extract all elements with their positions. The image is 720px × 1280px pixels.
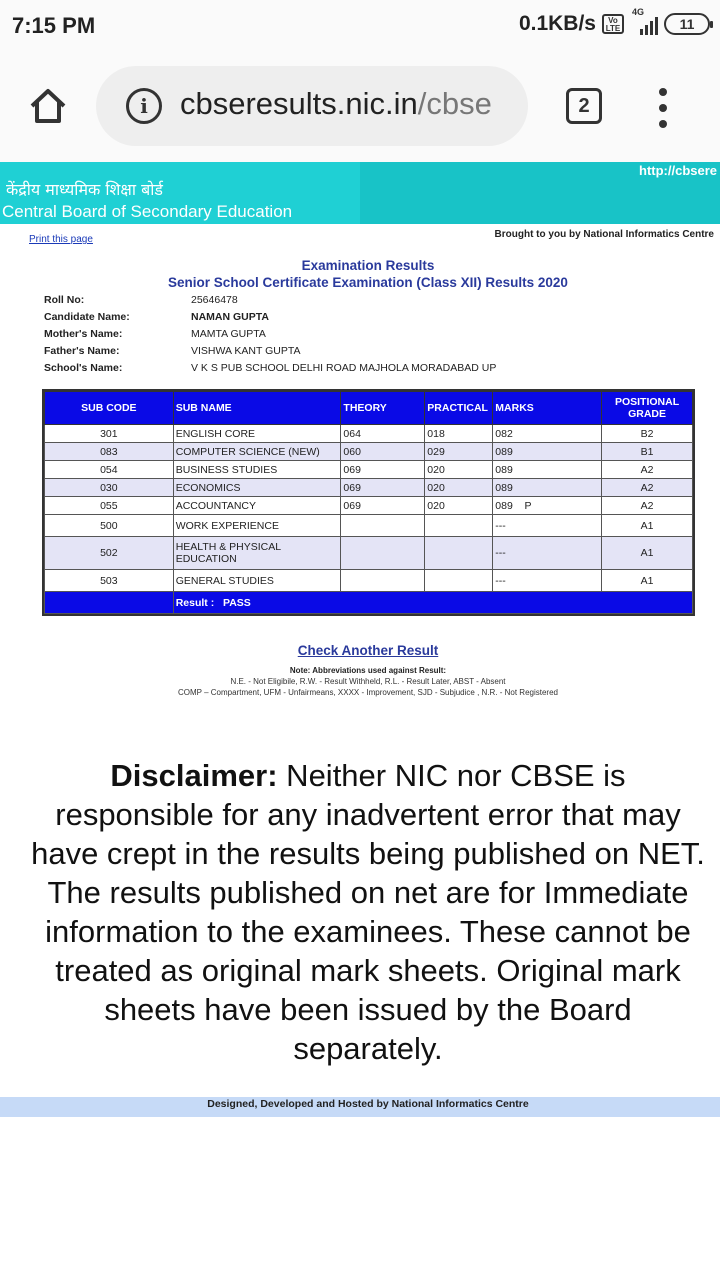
sub-name: HEALTH & PHYSICAL EDUCATION [173,537,341,570]
volte-icon: Vo LTE [602,14,624,34]
sub-name: WORK EXPERIENCE [173,515,341,537]
grade: A2 [602,461,693,479]
grade: A1 [602,570,693,592]
board-name-hindi: केंद्रीय माध्यमिक शिक्षा बोर्ड [6,180,163,199]
battery-icon: 11 [664,13,710,35]
info-label: Roll No: [44,294,85,306]
sub-code: 030 [45,479,174,497]
sub-code: 055 [45,497,174,515]
sub-name: ECONOMICS [173,479,341,497]
sub-name: COMPUTER SCIENCE (NEW) [173,443,341,461]
sub-code: 054 [45,461,174,479]
practical: 029 [425,443,493,461]
father-name: VISHWA KANT GUPTA [191,345,301,357]
table-row [45,443,693,461]
practical: 020 [425,497,493,515]
grade: A2 [602,497,693,515]
result-row [45,592,693,614]
marks: 089 P [493,497,602,515]
url-path: /cbse [417,86,492,121]
grade: A1 [602,537,693,570]
theory: 064 [341,425,425,443]
marks: --- [493,570,602,592]
header-marks: MARKS [493,392,602,425]
note-line-2: COMP – Compartment, UFM - Unfairmeans, XXXX - Improvement, SJD - Subjudice , N.R. - Not Registered [178,688,558,697]
result-label: Result : [175,596,215,609]
theory: 060 [341,443,425,461]
sub-code: 502 [45,537,174,570]
grade: B2 [602,425,693,443]
note-title: Note: Abbreviations used against Result: [289,666,447,675]
sub-name: BUSINESS STUDIES [173,461,341,479]
result-cell [173,592,692,614]
menu-icon[interactable] [656,88,670,128]
practical: 020 [425,479,493,497]
theory: 069 [341,461,425,479]
status-indicators [518,7,710,36]
url-host: cbseresults.nic.in [180,86,418,121]
table-row [45,461,693,479]
marks: 082 [493,425,602,443]
practical: 018 [425,425,493,443]
theory [341,570,425,592]
theory: 069 [341,479,425,497]
header-practical: PRACTICAL [425,392,493,425]
practical: 020 [425,461,493,479]
theory [341,515,425,537]
sub-code: 301 [45,425,174,443]
table-row [45,515,693,537]
signal-icon [630,7,658,35]
exam-subtitle: Senior School Certificate Examination (Class XII) Results 2020 [168,275,568,290]
marks: 089 [493,443,602,461]
header-sub-code: SUB CODE [45,392,174,425]
roll-number: 25646478 [191,294,238,306]
table-row [45,537,693,570]
footer: Designed, Developed and Hosted by National Informatics Centre [0,1097,720,1117]
header-url[interactable]: http://cbsere [639,163,718,178]
header-theory: THEORY [341,392,425,425]
grade: A2 [602,479,693,497]
table-header-row [45,392,693,425]
header-sub-name: SUB NAME [173,392,341,425]
note-line-1: N.E. - Not Eligibile, R.W. - Result Withheld, R.L. - Result Later, ABST - Absent [230,677,506,686]
browser-toolbar [0,52,720,162]
theory [341,537,425,570]
grade: B1 [602,443,693,461]
print-page-link[interactable]: Print this page [29,234,93,245]
info-label: Father's Name: [44,345,120,357]
table-row [45,497,693,515]
disclaimer-text: Neither NIC nor CBSE is responsible for any inadvertent error that may have crept in the results being published on NET. The results published on net are for Immediate information to the examinees. These cannot be treated as original mark sheets. Original mark sheets have been issued by the Board separately. [31,758,705,1066]
site-header [0,162,720,224]
result-value: PASS [222,596,251,609]
info-label: Candidate Name: [44,311,130,323]
disclaimer-label: Disclaimer: [110,758,278,793]
table-row [45,425,693,443]
exam-title: Examination Results [301,258,435,273]
header-grade: POSITIONAL GRADE [602,392,693,425]
marks-table [42,389,695,616]
mother-name: MAMTA GUPTA [191,328,266,340]
check-another-link[interactable]: Check Another Result [297,643,439,658]
sub-code: 503 [45,570,174,592]
sub-name: ACCOUNTANCY [173,497,341,515]
info-label: School's Name: [44,362,123,374]
network-type: 4G [632,7,645,17]
status-bar [0,0,720,52]
address-bar[interactable] [96,66,528,146]
marks: --- [493,515,602,537]
practical [425,570,493,592]
info-label: Mother's Name: [44,328,123,340]
marks: --- [493,537,602,570]
board-name-english: Central Board of Secondary Education [2,202,293,221]
url-text[interactable] [180,86,508,122]
school-name: V K S PUB SCHOOL DELHI ROAD MAJHOLA MORADABAD UP [191,362,497,374]
theory: 069 [341,497,425,515]
grade: A1 [602,515,693,537]
home-icon[interactable] [28,86,68,126]
marks: 089 [493,461,602,479]
practical [425,515,493,537]
info-icon[interactable]: i [126,88,162,124]
sub-code: 083 [45,443,174,461]
marks: 089 [493,479,602,497]
table-row [45,570,693,592]
network-speed: 0.1KB/s [518,12,596,35]
candidate-name: NAMAN GUPTA [191,311,269,323]
table-row [45,479,693,497]
tabs-icon[interactable]: 2 [566,88,602,124]
status-time: 7:15 PM [12,13,96,38]
sub-name: ENGLISH CORE [173,425,341,443]
practical [425,537,493,570]
sub-code: 500 [45,515,174,537]
brought-by-text: Brought to you by National Informatics Centre [494,229,714,240]
disclaimer [30,756,706,1068]
sub-name: GENERAL STUDIES [173,570,341,592]
